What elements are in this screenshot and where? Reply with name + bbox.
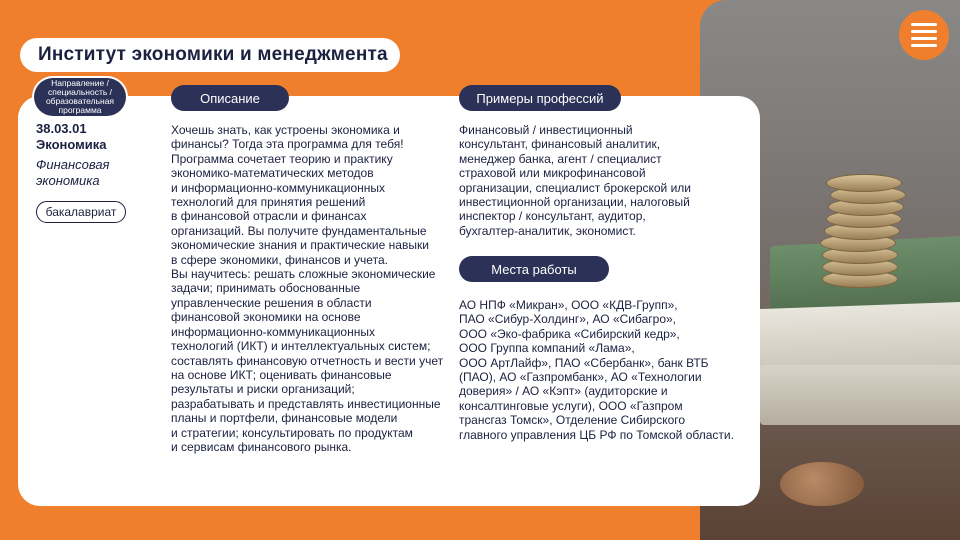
program-specialty: Экономика [36, 137, 107, 152]
workplaces-heading: Места работы [459, 256, 609, 282]
professions-heading: Примеры профессий [459, 85, 621, 111]
floor-coin [780, 462, 864, 506]
grey-book [760, 365, 960, 425]
hamburger-menu-icon[interactable] [899, 10, 949, 60]
description-heading: Описание [171, 85, 289, 111]
direction-label: Направление / специальность / образовательная программа [34, 78, 126, 116]
program-profile: Финансовая экономика [36, 157, 110, 188]
coin [826, 174, 902, 192]
program-code: 38.03.01 [36, 121, 87, 136]
page-title: Институт экономики и менеджмента [20, 38, 400, 72]
professions-text: Финансовый / инвестиционный консультант, финансовый аналитик, менеджер банка, агент / специалист страховой или микрофинансовой организации, специалист брокерской или инвестиционной организации, налоговый инспектор / консультант, аудитор, бухгалтер-аналитик, экономист. [459, 123, 692, 238]
workplaces-text: АО НПФ «Микран», ООО «КДВ-Групп», ПАО «Сибур-Холдинг», АО «Сибагро», ООО «Эко-фабрика «Сибирский кедр», ООО Группа компаний «Лама», ООО АртЛайф», ПАО «Сбербанк», банк ВТБ (ПАО), АО «Газпромбанк», АО «Технологии доверия» / АО «Кэпт» (аудиторские и консалтинговые услуги), ООО «Газпром трансгаз Томск», Отделение Сибирского главного управления ЦБ РФ по Томской области. [459, 298, 734, 442]
description-text: Хочешь знать, как устроены экономика и финансы? Тогда эта программа для тебя! Программа сочетает теорию и практику экономико-математических методов и информационно-коммуникационных технологий для принятия решений в финансовой отрасли и финансах организаций. Вы получите фундаментальные экономические знания и практические навыки в сфере экономики, финансов и учета. Вы научитесь: решать сложные экономические задачи; принимать обоснованные управленческие решения в области финансовой экономики на основе информационно-коммуникационных технологий (ИКТ) и интеллектуальных систем; составлять финансовую отчетность и вести учет на основе ИКТ; оценивать финансовые результаты и риски организаций; разрабатывать и представлять инвестиционные планы и портфели, финансовые модели и стратегии; консультировать по продуктам и сервисам финансового рынка. [171, 123, 444, 454]
degree-level-badge: бакалавриат [36, 201, 126, 223]
